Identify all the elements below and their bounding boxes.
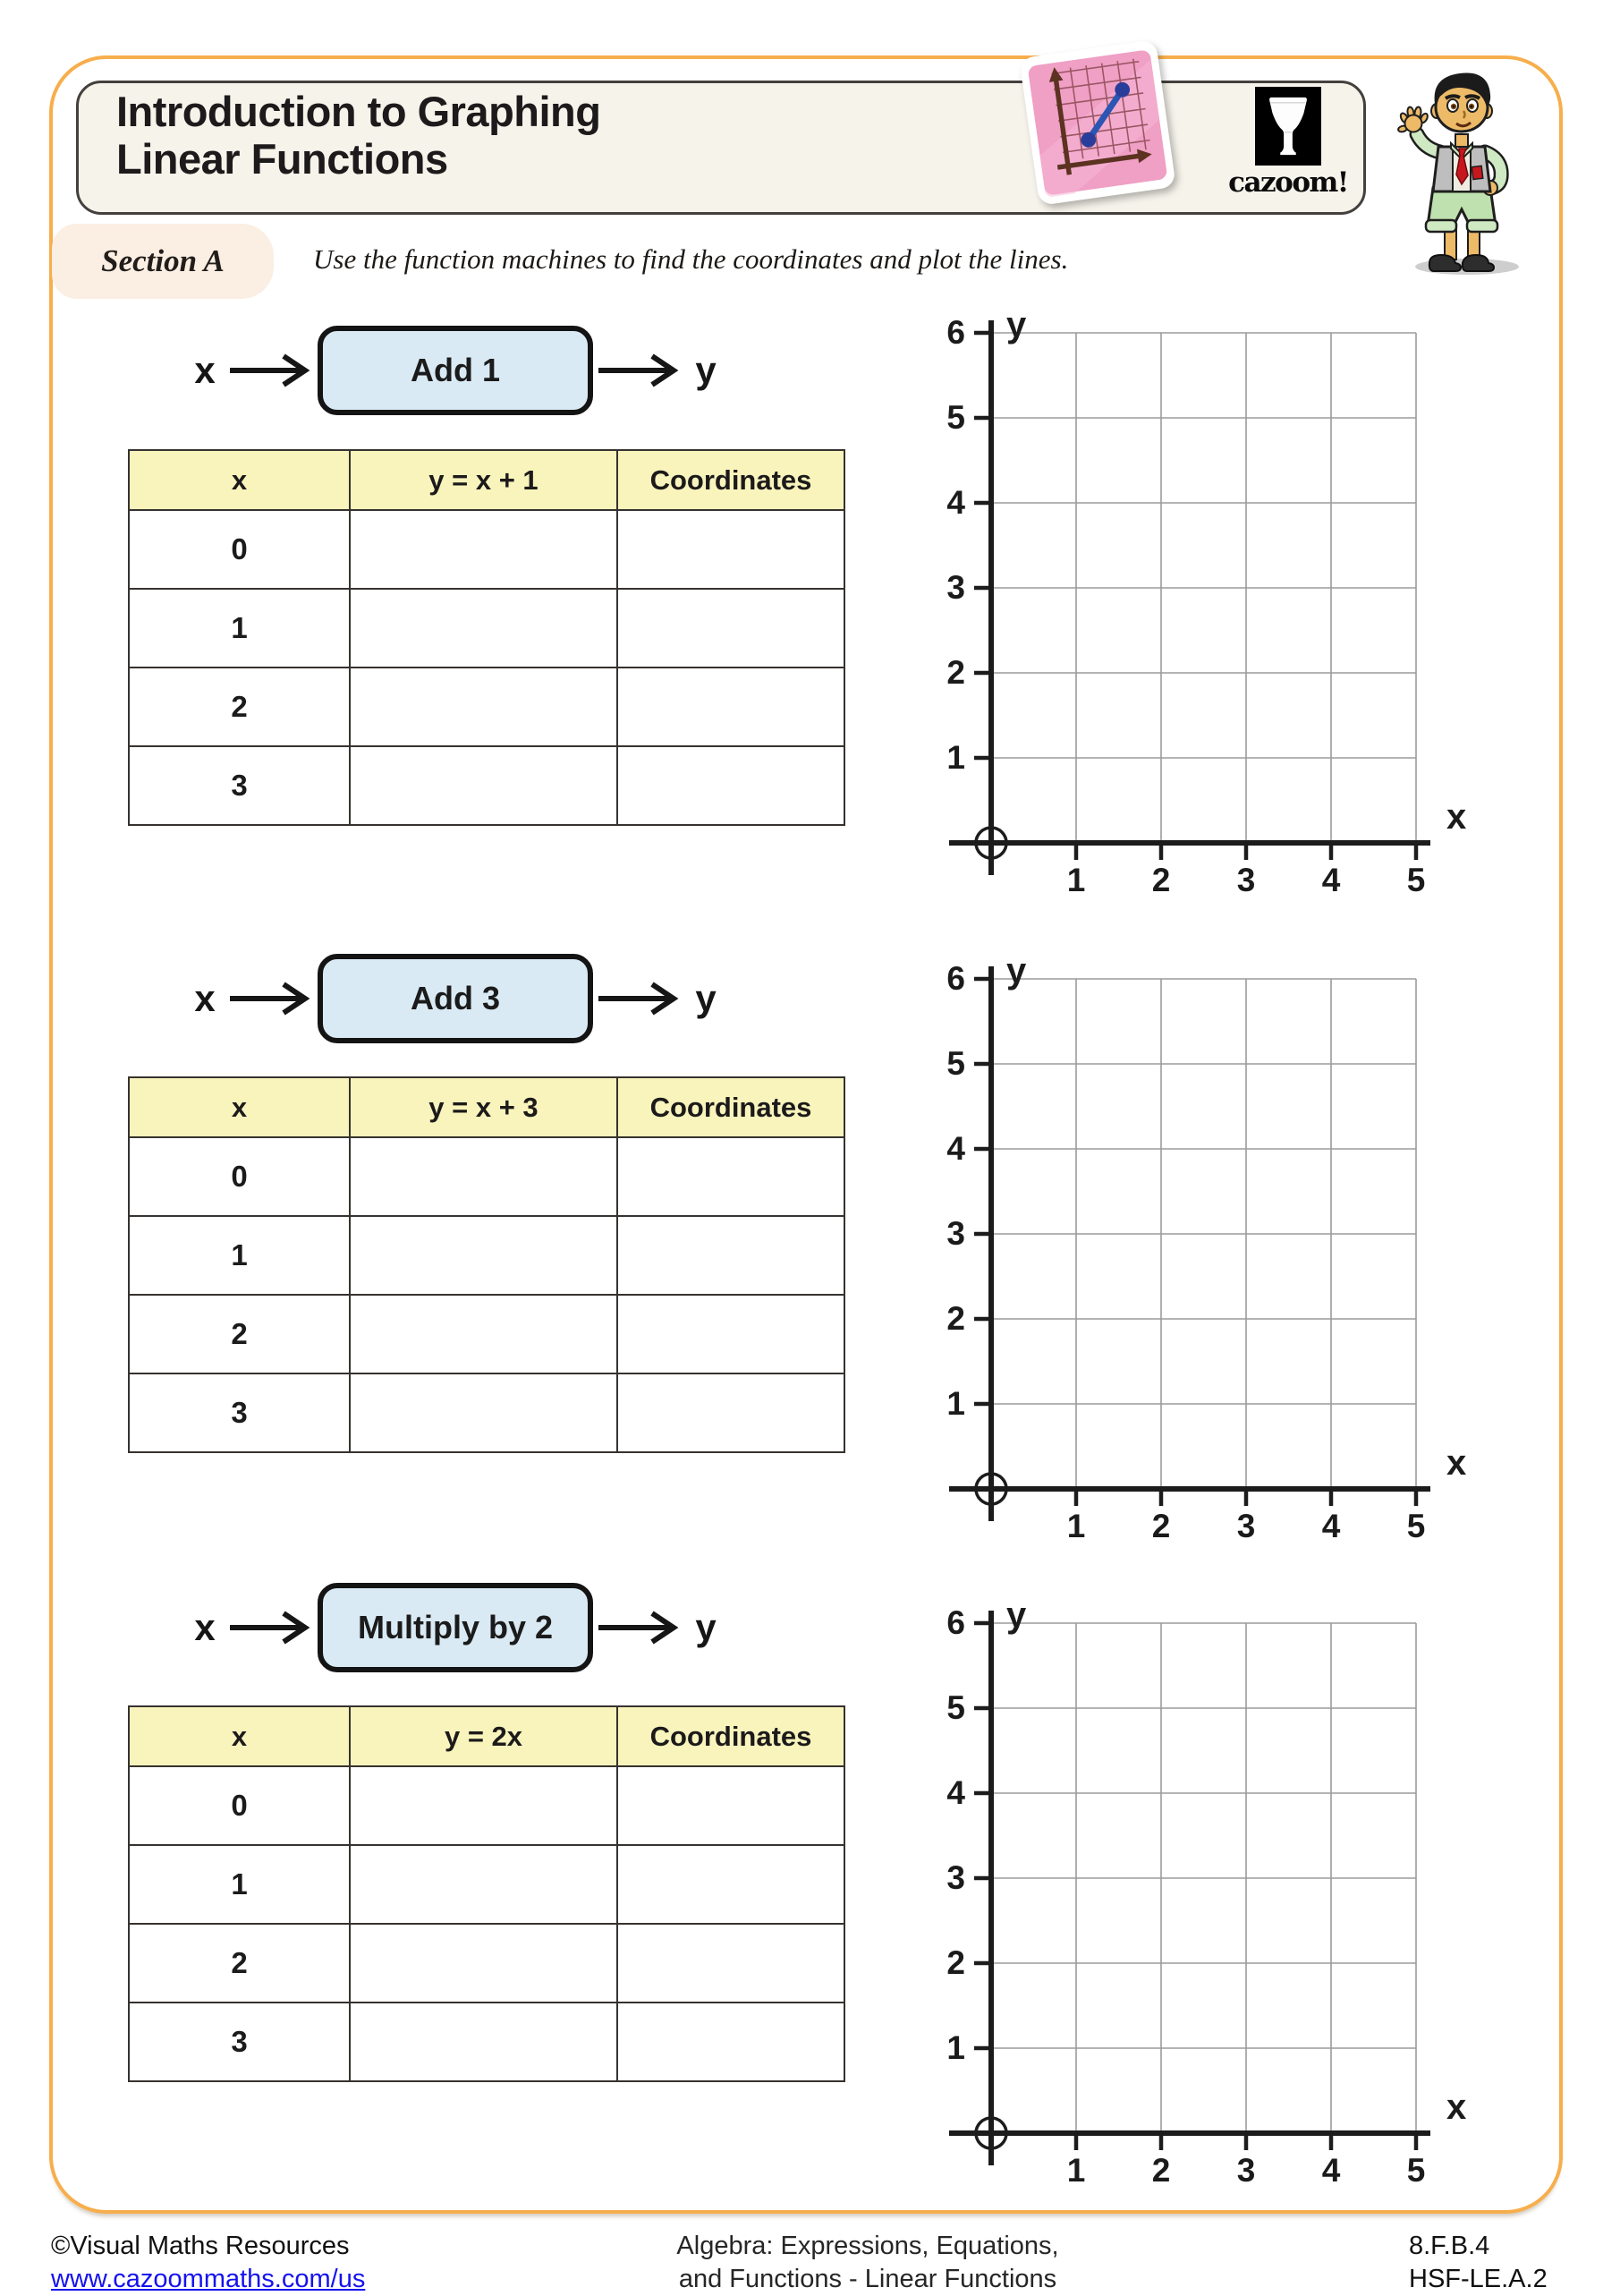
website-link[interactable]: www.cazoommaths.com/us (51, 2265, 366, 2293)
machine-output-label: y (695, 977, 717, 1019)
machine-output-label: y (695, 1606, 717, 1648)
coordinates-answer-cell[interactable] (617, 510, 844, 589)
y-tick-label: 3 (946, 569, 965, 606)
machine-operation-label: Add 3 (410, 980, 500, 1016)
machine-operation-box (318, 326, 593, 415)
topic-line1: Algebra: Expressions, Equations, (676, 2232, 1059, 2260)
coordinates-answer-cell[interactable] (617, 1845, 844, 1924)
x-value-cell: 0 (129, 510, 350, 589)
table-row (129, 1216, 844, 1295)
table-header-rule: y = 2x (350, 1706, 617, 1766)
y-tick-label: 5 (946, 399, 965, 436)
page-title-line1: Introduction to Graphing (116, 88, 601, 135)
boy-mascot-illustration (1378, 55, 1539, 279)
table-header-rule: y = x + 1 (350, 450, 617, 510)
function-machine-2 (183, 952, 727, 1045)
coordinate-grid-3[interactable] (906, 1587, 1523, 2196)
y-tick-label: 2 (946, 1300, 965, 1337)
arrow-right-icon (228, 979, 314, 1018)
x-tick-label: 3 (1236, 2152, 1256, 2189)
table-row (129, 668, 844, 746)
x-tick-label: 3 (1236, 1508, 1256, 1544)
table-header-row (129, 450, 844, 510)
y-tick-label: 4 (946, 1130, 965, 1167)
gridlines (991, 333, 1416, 843)
page-title-line2: Linear Functions (116, 134, 448, 183)
table-row (129, 1137, 844, 1216)
x-tick-label: 2 (1151, 862, 1171, 898)
table-header-coordinates: Coordinates (617, 450, 844, 510)
y-tick-label: 5 (946, 1045, 965, 1082)
table-row (129, 1924, 844, 2003)
x-tick-label: 1 (1066, 1508, 1086, 1544)
coordinates-answer-cell[interactable] (617, 589, 844, 668)
y-tick-label: 1 (946, 2029, 965, 2066)
x-value-cell: 1 (129, 589, 350, 668)
section-label: Section A (52, 224, 274, 299)
arrow-right-icon (228, 1608, 314, 1647)
machine-input-label: x (194, 1606, 216, 1648)
x-tick-label: 5 (1406, 862, 1426, 898)
y-answer-cell[interactable] (350, 1373, 617, 1452)
y-tick-label: 1 (946, 739, 965, 776)
table-header-coordinates: Coordinates (617, 1077, 844, 1137)
coordinates-answer-cell[interactable] (617, 746, 844, 825)
table-header-x: x (129, 450, 350, 510)
function-table-2 (128, 1076, 845, 1453)
drum-logo-box (1255, 87, 1321, 166)
y-tick-label: 5 (946, 1689, 965, 1726)
function-machine-1 (183, 324, 727, 417)
coordinates-answer-cell[interactable] (617, 2003, 844, 2081)
y-answer-cell[interactable] (350, 746, 617, 825)
y-tick-label: 6 (946, 960, 965, 997)
coordinates-answer-cell[interactable] (617, 1216, 844, 1295)
table-row (129, 1373, 844, 1452)
arrow-right-icon (597, 351, 683, 390)
x-tick-label: 1 (1066, 2152, 1086, 2189)
y-answer-cell[interactable] (350, 668, 617, 746)
axis-ticks (974, 333, 1416, 860)
machine-operation-label: Multiply by 2 (357, 1609, 554, 1645)
machine-input-label: x (194, 977, 216, 1019)
y-tick-label: 2 (946, 654, 965, 691)
section-instruction: Use the function machines to find the coordinates and plot the lines. (313, 243, 1069, 275)
table-header-x: x (129, 1706, 350, 1766)
y-answer-cell[interactable] (350, 1137, 617, 1216)
footer-topic-block (555, 2230, 1181, 2296)
y-answer-cell[interactable] (350, 1924, 617, 2003)
coordinates-answer-cell[interactable] (617, 668, 844, 746)
y-axis-label: y (1006, 1595, 1027, 1635)
drum-icon (1264, 94, 1312, 158)
x-value-cell: 0 (129, 1137, 350, 1216)
x-axis-label: x (1446, 2088, 1467, 2127)
machine-operation-label: Add 1 (410, 352, 500, 388)
arrow-right-icon (597, 979, 683, 1018)
machine-input-label: x (194, 349, 216, 391)
y-answer-cell[interactable] (350, 2003, 617, 2081)
y-answer-cell[interactable] (350, 510, 617, 589)
y-tick-label: 1 (946, 1385, 965, 1422)
y-tick-label: 4 (946, 484, 965, 521)
coordinates-answer-cell[interactable] (617, 1137, 844, 1216)
x-axis-label: x (1446, 1443, 1467, 1483)
machine-output-label: y (695, 349, 717, 391)
x-value-cell: 1 (129, 1845, 350, 1924)
table-row (129, 589, 844, 668)
table-row (129, 746, 844, 825)
gridlines (991, 1623, 1416, 2133)
axes (949, 320, 1430, 875)
standard-code-2: HSF-LE.A.2 (1409, 2265, 1548, 2293)
x-tick-label: 5 (1406, 2152, 1426, 2189)
table-header-x: x (129, 1077, 350, 1137)
x-value-cell: 3 (129, 2003, 350, 2081)
coordinate-grid-1[interactable] (906, 297, 1523, 906)
function-machine-3 (183, 1581, 727, 1674)
x-tick-label: 4 (1321, 2152, 1341, 2189)
y-axis-label: y (1006, 951, 1027, 991)
gridlines (991, 979, 1416, 1489)
copyright-text: ©Visual Maths Resources (51, 2232, 350, 2260)
y-answer-cell[interactable] (350, 1216, 617, 1295)
y-tick-label: 6 (946, 1604, 965, 1641)
y-tick-label: 3 (946, 1859, 965, 1896)
coordinates-answer-cell[interactable] (617, 1766, 844, 1845)
table-row (129, 1845, 844, 1924)
x-tick-label: 1 (1066, 862, 1086, 898)
x-axis-label: x (1446, 797, 1467, 837)
coordinates-answer-cell[interactable] (617, 1295, 844, 1373)
machine-operation-box (318, 954, 593, 1043)
table-row (129, 510, 844, 589)
x-value-cell: 3 (129, 1373, 350, 1452)
axis-ticks (974, 979, 1416, 1506)
table-row (129, 2003, 844, 2081)
table-header-coordinates: Coordinates (617, 1706, 844, 1766)
coordinates-answer-cell[interactable] (617, 1924, 844, 2003)
coordinates-answer-cell[interactable] (617, 1373, 844, 1452)
x-tick-label: 4 (1321, 1508, 1341, 1544)
table-row (129, 1766, 844, 1845)
x-tick-label: 5 (1406, 1508, 1426, 1544)
x-value-cell: 2 (129, 1924, 350, 2003)
function-table-1 (128, 449, 845, 826)
function-table-3 (128, 1705, 845, 2082)
y-tick-label: 3 (946, 1215, 965, 1252)
arrow-right-icon (228, 351, 314, 390)
standard-code-1: 8.F.B.4 (1409, 2232, 1490, 2260)
x-value-cell: 0 (129, 1766, 350, 1845)
y-answer-cell[interactable] (350, 589, 617, 668)
table-header-row (129, 1077, 844, 1137)
line-graph-icon (1027, 47, 1168, 198)
x-value-cell: 1 (129, 1216, 350, 1295)
x-tick-label: 4 (1321, 862, 1341, 898)
cazoom-logo-text: cazoom! (1228, 166, 1348, 199)
footer-copyright-block (51, 2230, 365, 2296)
arrow-right-icon (597, 1608, 683, 1647)
table-row (129, 1295, 844, 1373)
table-header-row (129, 1706, 844, 1766)
axis-ticks (974, 1623, 1416, 2150)
cazoom-logo (1220, 87, 1356, 199)
table-header-rule: y = x + 3 (350, 1077, 617, 1137)
x-tick-label: 2 (1151, 2152, 1171, 2189)
y-tick-label: 4 (946, 1774, 965, 1811)
axes (949, 1611, 1430, 2165)
x-tick-label: 2 (1151, 1508, 1171, 1544)
x-tick-label: 3 (1236, 862, 1256, 898)
x-value-cell: 2 (129, 668, 350, 746)
coordinate-grid-2[interactable] (906, 943, 1523, 1552)
y-answer-cell[interactable] (350, 1295, 617, 1373)
y-tick-label: 2 (946, 1944, 965, 1981)
x-value-cell: 2 (129, 1295, 350, 1373)
y-answer-cell[interactable] (350, 1845, 617, 1924)
footer-standards-block (1409, 2230, 1548, 2296)
line-graph-sticker (1019, 39, 1176, 206)
axes (949, 966, 1430, 1521)
machine-operation-box (318, 1583, 593, 1672)
y-tick-label: 6 (946, 314, 965, 351)
topic-line2: and Functions - Linear Functions (678, 2265, 1057, 2293)
y-answer-cell[interactable] (350, 1766, 617, 1845)
x-value-cell: 3 (129, 746, 350, 825)
y-axis-label: y (1006, 305, 1027, 344)
page-title (116, 89, 600, 183)
